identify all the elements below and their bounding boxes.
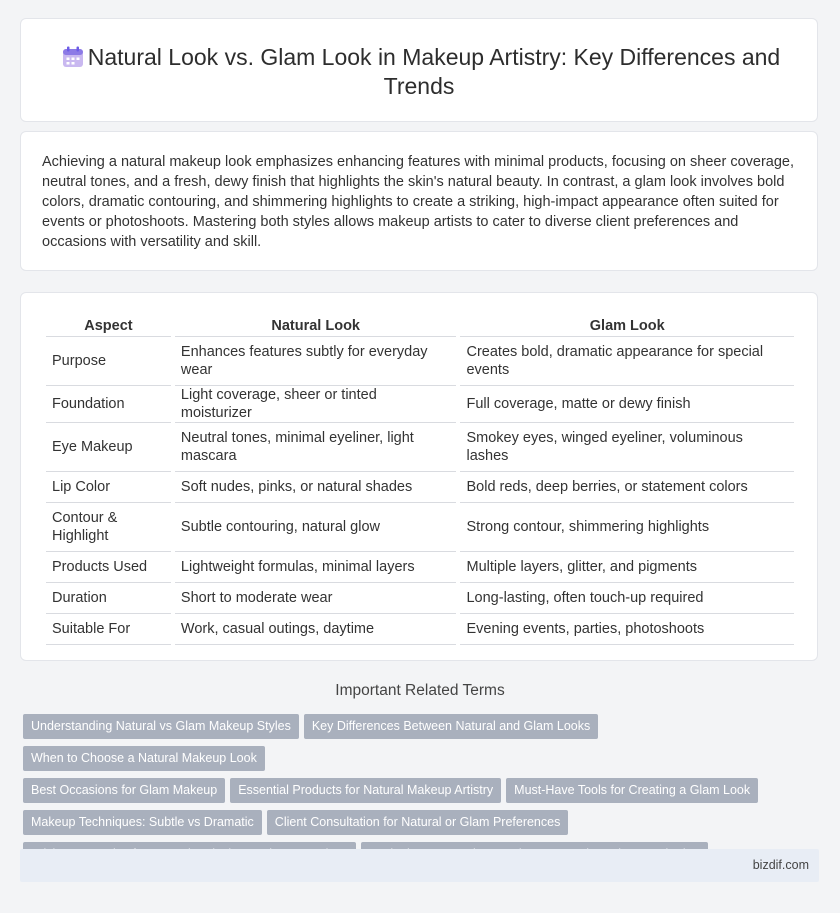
natural-cell: Lightweight formulas, minimal layers xyxy=(175,552,457,583)
related-term-link[interactable]: Client Consultation for Natural or Glam Preferences xyxy=(267,810,569,835)
table-row xyxy=(46,386,794,423)
aspect-cell: Suitable For xyxy=(46,614,171,645)
related-term-link[interactable]: Understanding Natural vs Glam Makeup Styles xyxy=(23,714,299,739)
glam-cell: Smokey eyes, winged eyeliner, voluminous lashes xyxy=(460,423,794,472)
table-row xyxy=(46,614,794,645)
column-header: Aspect xyxy=(46,315,171,337)
page-title xyxy=(21,43,817,101)
glam-cell: Multiple layers, glitter, and pigments xyxy=(460,552,794,583)
related-term-link[interactable]: Makeup Techniques: Subtle vs Dramatic xyxy=(23,810,262,835)
aspect-cell: Eye Makeup xyxy=(46,423,171,472)
table-row xyxy=(46,552,794,583)
natural-cell: Subtle contouring, natural glow xyxy=(175,503,457,552)
natural-cell: Enhances features subtly for everyday wear xyxy=(175,337,457,386)
column-header: Natural Look xyxy=(175,315,457,337)
table-row xyxy=(46,472,794,503)
related-term-link[interactable]: Essential Products for Natural Makeup Artistry xyxy=(230,778,501,803)
column-header: Glam Look xyxy=(460,315,794,337)
natural-cell: Light coverage, sheer or tinted moisturizer xyxy=(175,386,457,423)
related-term-link[interactable]: Key Differences Between Natural and Glam Looks xyxy=(304,714,598,739)
related-term-link[interactable]: When to Choose a Natural Makeup Look xyxy=(23,746,265,771)
glam-cell: Strong contour, shimmering highlights xyxy=(460,503,794,552)
natural-cell: Neutral tones, minimal eyeliner, light mascara xyxy=(175,423,457,472)
title-card xyxy=(20,18,818,122)
aspect-cell: Products Used xyxy=(46,552,171,583)
intro-paragraph: Achieving a natural makeup look emphasizes enhancing features with minimal products, focusing on sheer coverage, neutral tones, and a fresh, dewy finish that highlights the skin's natural beauty. In contrast, a glam look involves bold colors, dramatic contouring, and shimmering highlights to create a striking, high-impact appearance often suited for events or photoshoots. Mastering both styles allows makeup artists to cater to diverse client preferences and occasions with versatility and skill. xyxy=(42,154,795,250)
aspect-cell: Foundation xyxy=(46,386,171,423)
page-title-text: Natural Look vs. Glam Look in Makeup Artistry: Key Differences and Trends xyxy=(87,44,781,99)
glam-cell: Bold reds, deep berries, or statement colors xyxy=(460,472,794,503)
natural-cell: Short to moderate wear xyxy=(175,583,457,614)
site-name: bizdif.com xyxy=(752,858,809,872)
footer-bar xyxy=(20,849,819,882)
intro-card xyxy=(20,131,818,271)
comparison-card xyxy=(20,292,818,661)
natural-cell: Work, casual outings, daytime xyxy=(175,614,457,645)
table-header-row xyxy=(46,315,794,337)
glam-cell: Long-lasting, often touch-up required xyxy=(460,583,794,614)
aspect-cell: Purpose xyxy=(46,337,171,386)
aspect-cell: Duration xyxy=(46,583,171,614)
table-row xyxy=(46,503,794,552)
table-row xyxy=(46,337,794,386)
related-term-link[interactable]: Best Occasions for Glam Makeup xyxy=(23,778,225,803)
comparison-table xyxy=(42,315,798,645)
aspect-cell: Contour & Highlight xyxy=(46,503,171,552)
natural-cell: Soft nudes, pinks, or natural shades xyxy=(175,472,457,503)
aspect-cell: Lip Color xyxy=(46,472,171,503)
table-row xyxy=(46,583,794,614)
glam-cell: Full coverage, matte or dewy finish xyxy=(460,386,794,423)
glam-cell: Evening events, parties, photoshoots xyxy=(460,614,794,645)
related-term-link[interactable]: Must-Have Tools for Creating a Glam Look xyxy=(506,778,758,803)
glam-cell: Creates bold, dramatic appearance for special events xyxy=(460,337,794,386)
table-row xyxy=(46,423,794,472)
related-terms-heading: Important Related Terms xyxy=(335,682,505,699)
